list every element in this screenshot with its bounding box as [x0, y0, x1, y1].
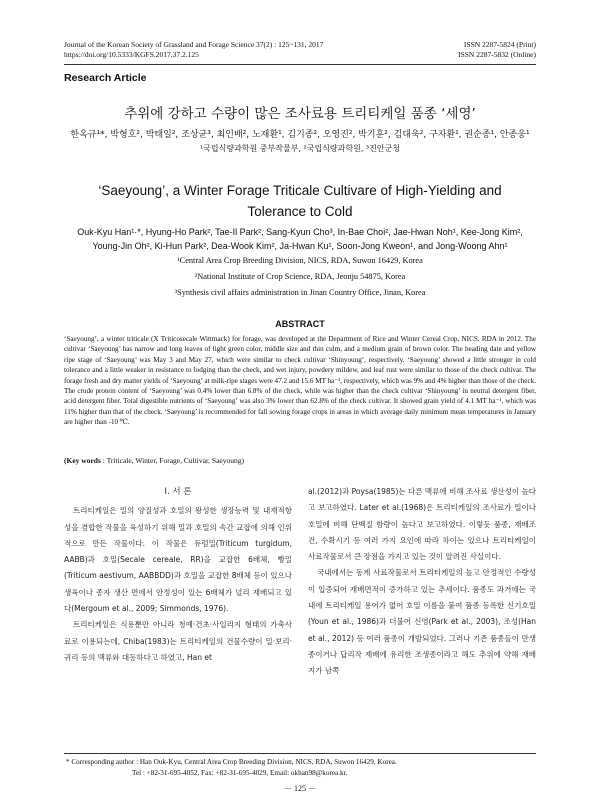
journal-citation: Journal of the Korean Society of Grassland and Forage Science 37(2) : 125~131, 2017 — [64, 40, 324, 49]
abstract-text: ‘Saeyoung’, a winter triticale (X Triticosecale Wittmack) for forage, was developed at the Department of Rice and Winter Cereal Crop, NICS, RDA in 2012. The cultivar ‘Saeyoung’ has narrow and long leaves of light green color, middle size and thin culm, and a medium grain of brown color. The heading date and yellow ripe stage of ‘Saeyoung’ was May 3 and May 27, which were similar to check cultivar ‘Shinyoung’, respectively. ‘Saeyoung’ showed a little stronger in cold tolerance and a little weaker in resistance to lodging than the check, and wet injury, powdery mildew, and leaf rust were similar to those of the check cultivar. The forage fresh and dry matter yields of ‘Saeyoung’ at milk-ripe stages were 47.2 and 15.6 MT ha⁻¹, respectively, which was 9% and 4% higher than those of the check. The crude protein content of ‘Saeyoung’ was 0.4% lower than 6.8% of the check, while was higher than the check cultivar ‘Shinyoung’ in neutral detergent fiber, acid detergent fiber. Total digestible nutrients of ‘Saeyoung’ was also 3% lower than 62.8% of the check cultivar. It showed grain yield of 4.1 MT ha⁻¹, which was 11% higher than that of the check. ‘Saeyoung’ is recommended for fall sowing forage crops in areas in which average daily minimum mean temperatures in January are higher than -10 ℃. — [64, 335, 536, 427]
contact-info: Tel : +82-31-695-4052, Fax: +82-31-695-4029, Email: okhan98@korea.kr. — [132, 768, 348, 777]
english-title-line1: ‘Saeyoung’, a Winter Forage Triticale Cultivare of High-Yielding and — [98, 183, 502, 198]
page-number: － 125 － — [284, 784, 316, 793]
english-authors-line1: Ouk-Kyu Han¹·*, Hyung-Ho Park², Tae-Il Park², Sang-Kyun Cho³, In-Bae Choi², Jae-Hwan Noh¹, Kee-Jong Kim², — [77, 227, 523, 237]
body-right-column — [308, 484, 536, 680]
english-authors-line2: Young-Jin Oh², Ki-Hun Park², Dea-Wook Kim², Ja-Hwan Ku¹, Soon-Jong Kweon¹, and Jong-Woong Ahn¹ — [92, 240, 508, 251]
keywords-list: : Triticale, Winter, Forage, Cultivar, Saeyoung) — [102, 456, 244, 465]
corresponding-author: * Corresponding author : Han Ouk-Kyu, Central Area Crop Breeding Division, NICS, RDA, Suwon 16429, Korea. — [66, 758, 397, 766]
abstract-heading: ABSTRACT — [275, 319, 325, 329]
body-paragraph: 트리티케일은 식용뿐만 아니라 청예·건초·사일리지 형태의 가축사료로 이용되는데, Chiba(1983)는 트리티케일의 건물수량이 밀·보리·귀리 등의 맥류와 대등하다고 하였고, Han et — [64, 620, 292, 662]
keywords — [64, 456, 244, 465]
footnote — [64, 757, 536, 778]
issn-online: ISSN 2287-5832 (Online) — [458, 49, 536, 59]
body-paragraph: 트리티케일은 밀의 양질성과 호밀의 왕성한 생장능력 및 내재적항성을 겸합한 작물을 육성하기 위해 밀과 호밀의 속간 교잡에 의해 인위적으로 만든 작물이다. 이 작물은 듀럼밀(Triticum turgidum, AABB)과 호밀(Secale cereale, RR)을 교잡한 6배체, 빵밀(Triticum aestivum, AABBDD)과 호밀을 교잡한 8배체 등이 있으나 생육이나 종자 생산 면에서 안정성이 있는 6배체가 널리 재배되고 있다(Mergoum et al., 2009; Simmonds, 1976). — [64, 506, 292, 614]
keywords-label: (Key words — [64, 456, 101, 465]
english-title-line2: Tolerance to Cold — [247, 204, 353, 219]
affiliation-1: ¹Central Area Crop Breeding Division, NICS, RDA, Suwon 16429, Korea — [177, 256, 423, 265]
header-divider — [64, 64, 536, 65]
doi-link[interactable]: https://doi.org/10.5333/KGFS.2017.37.2.125 — [64, 49, 199, 59]
body-paragraph: al.(2012)과 Poysa(1985)는 다른 맥류에 비해 조사료 생산성이 높다고 보고하였다. Later et al.(1968)은 트리티케일의 조사료가 밀이나 호밀에 비해 단백질 함량이 높다고 보고하였다. 이렇듯 품종, 재배조건, 수확시기 등 여러 가지 요인에 따라 차이는 있으나 트리티케일이 사료작물로서 큰 장점을 가지고 있는 것이 알려진 사실이다. — [308, 487, 536, 562]
english-authors — [74, 226, 526, 253]
korean-authors: 한옥규¹*, 박형호², 박태일², 조상균³, 최인배², 노재환¹, 김기종², 오영진², 박기훈², 김대욱², 구자환¹, 권순종¹, 안종웅¹ — [70, 130, 530, 140]
affiliation-2: ²National Institute of Crop Science, RDA, Jeonju 54875, Korea — [194, 272, 406, 281]
issn-print: ISSN 2287-5824 (Print) — [463, 40, 536, 49]
korean-title: 추위에 강하고 수량이 많은 조사료용 트리티케일 품종 ‘세영’ — [124, 106, 476, 122]
english-title — [60, 180, 540, 222]
korean-affiliations: ¹국립식량과학원 중부작물부, ²국립식량과학원, ³진안군청 — [199, 144, 401, 153]
body-left-column — [64, 484, 292, 666]
section-heading-introduction: Ⅰ. 서 론 — [164, 487, 192, 497]
article-type: Research Article — [64, 72, 147, 84]
affiliation-3: ³Synthesis civil affairs administration in Jinan Country Office, Jinan, Korea — [174, 288, 426, 297]
body-paragraph: 국내에서는 동계 사료작물로서 트리티케일의 높고 안정적인 수량성이 입증되어 재배면적이 증가하고 있는 추세이다. 품종도 과거에는 국내에 트리티케일 용어가 없어 호밀 이름을 붙여 품종 등록한 신기호밀(Youn et al., 1986)과 더불어 신영(Park et al., 2003), 조성(Han et al., 2012) 등 여러 품종이 개발되었다. 그러나 기존 품종들이 만생종이거나 답리작 재배에 유리한 조생종이라고 해도 추위에 약해 재배지가 남쪽 — [308, 568, 536, 676]
footnote-divider — [64, 753, 536, 754]
